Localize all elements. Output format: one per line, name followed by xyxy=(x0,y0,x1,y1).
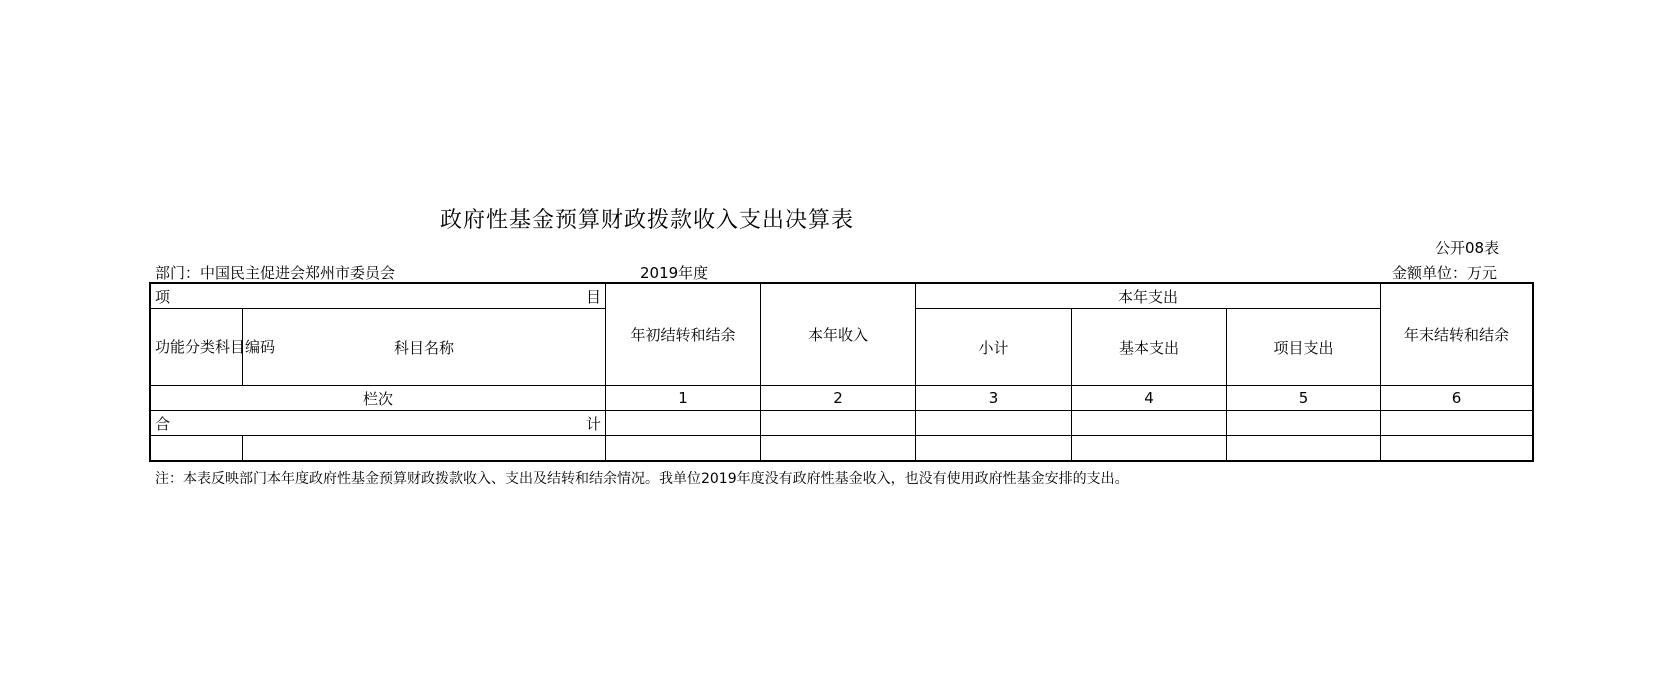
col-num-4: 4 xyxy=(1072,386,1227,411)
total-label-left: 合 xyxy=(155,414,171,433)
project-expense-header: 项目支出 xyxy=(1227,309,1381,386)
opening-balance-header: 年初结转和结余 xyxy=(606,284,761,386)
blank-cell xyxy=(1227,436,1381,461)
budget-table xyxy=(150,283,1533,461)
total-label-right: 计 xyxy=(585,414,601,433)
closing-balance-header: 年末结转和结余 xyxy=(1381,284,1533,386)
annual-expense-header: 本年支出 xyxy=(916,284,1381,309)
total-cell xyxy=(1227,411,1381,436)
blank-cell xyxy=(761,436,916,461)
item-header-right: 目 xyxy=(585,287,601,306)
column-number-row xyxy=(151,386,1533,411)
report-title: 政府性基金预算财政拨款收入支出决算表 xyxy=(440,208,855,233)
item-header-left: 项 xyxy=(155,287,171,306)
blank-row xyxy=(151,436,1533,461)
col-num-2: 2 xyxy=(761,386,916,411)
col-num-1: 1 xyxy=(606,386,761,411)
subtotal-header: 小计 xyxy=(916,309,1072,386)
blank-cell xyxy=(1381,436,1533,461)
form-number: 公开08表 xyxy=(1435,239,1500,257)
col-num-6: 6 xyxy=(1381,386,1533,411)
total-cell xyxy=(606,411,761,436)
basic-expense-header: 基本支出 xyxy=(1072,309,1227,386)
fiscal-year: 2019年度 xyxy=(640,264,709,282)
col-num-5: 5 xyxy=(1227,386,1381,411)
subject-name-header: 科目名称 xyxy=(243,309,606,386)
blank-cell xyxy=(916,436,1072,461)
footnote: 注：本表反映部门本年度政府性基金预算财政拨款收入、支出及结转和结余情况。我单位2019年度没有政府性基金收入，也没有使用政府性基金安排的支出。 xyxy=(155,471,1129,487)
blank-cell xyxy=(243,436,606,461)
col-num-3: 3 xyxy=(916,386,1072,411)
total-cell xyxy=(1072,411,1227,436)
total-row xyxy=(151,411,1533,436)
total-cell xyxy=(916,411,1072,436)
item-header xyxy=(151,284,606,309)
blank-cell xyxy=(151,436,243,461)
total-cell xyxy=(761,411,916,436)
blank-cell xyxy=(1072,436,1227,461)
amount-unit: 金额单位：万元 xyxy=(1392,264,1498,282)
func-code-header: 功能分类科目编码 xyxy=(151,309,243,386)
column-label: 栏次 xyxy=(151,386,606,411)
total-label xyxy=(151,411,606,436)
total-cell xyxy=(1381,411,1533,436)
department-label: 部门：中国民主促进会郑州市委员会 xyxy=(155,264,396,282)
blank-cell xyxy=(606,436,761,461)
header-row-1 xyxy=(151,284,1533,309)
annual-income-header: 本年收入 xyxy=(761,284,916,386)
